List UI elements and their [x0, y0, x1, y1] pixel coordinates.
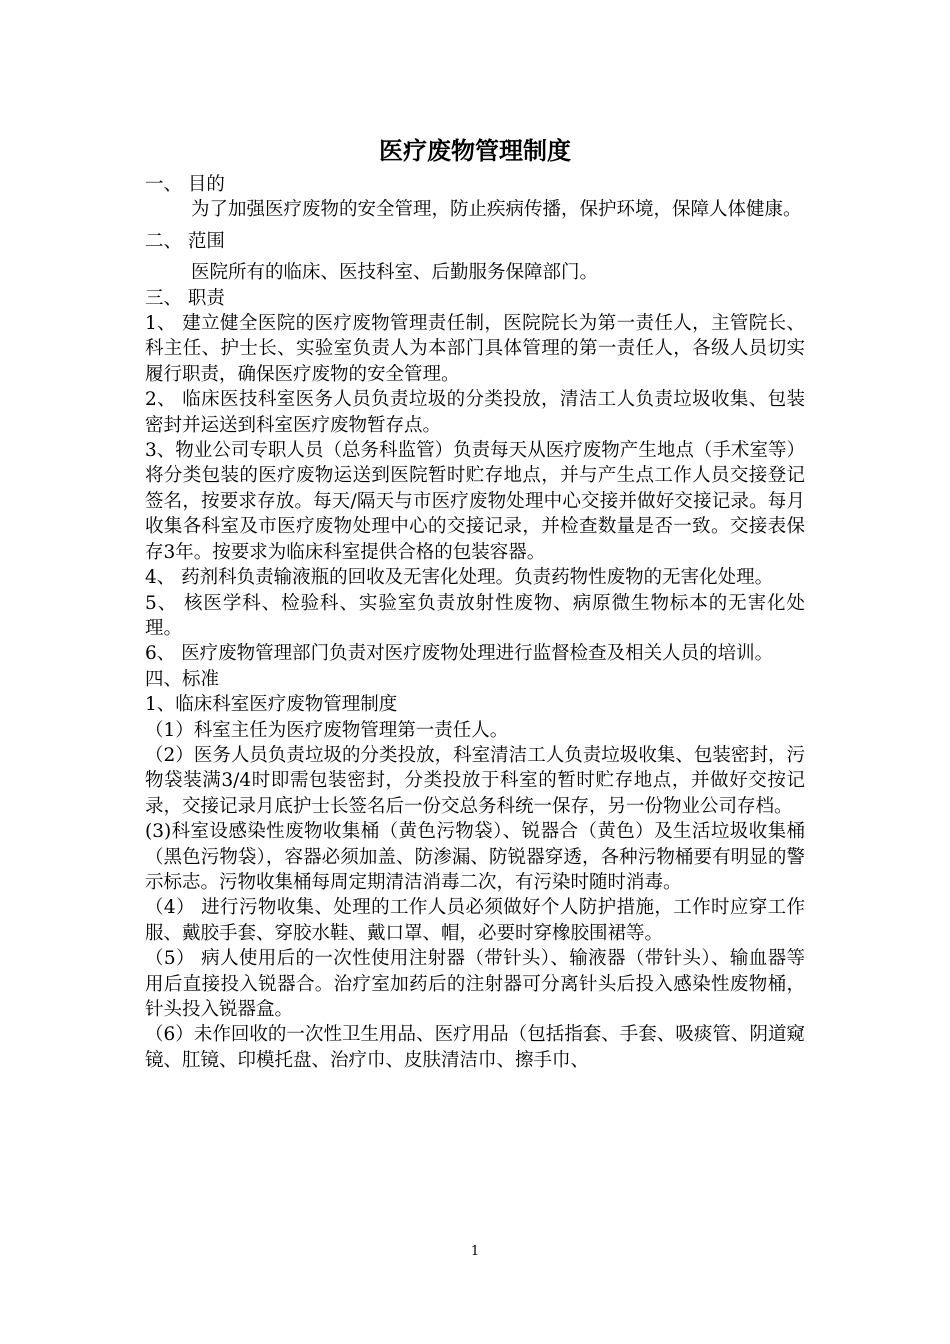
standard-item: （6）未作回收的一次性卫生用品、医疗用品（包括指套、手套、吸痰管、阴道窥镜、肛镜、印模托盘、治疗巾、皮肤清洁巾、擦手巾、	[145, 1024, 805, 1071]
standard-item: (3)科室设感染性废物收集桶（黄色污物袋）、锐器合（黄色）及生活垃圾收集桶（黑色污物袋），容器必须加盖、防渗漏、防锐器穿透，各种污物桶要有明显的警示标志。污物收集桶每周定期清洁消毒二次，有污染时随时消毒。	[145, 821, 805, 893]
document-body	[145, 172, 805, 1073]
duty-item: 1、 建立健全医院的医疗废物管理责任制，医院院长为第一责任人，主管院长、科主任、护士长、实验室负责人为本部门具体管理的第一责任人，各级人员切实履行职责，确保医疗废物的安全管理。	[145, 313, 805, 385]
section-heading-standards: 四、标准	[145, 668, 220, 690]
document-title: 医疗废物管理制度	[379, 137, 571, 165]
standards-subheading: 1、临床科室医疗废物管理制度	[145, 694, 398, 716]
duty-item: 6、 医疗废物管理部门负责对医疗废物处理进行监督检查及相关人员的培训。	[145, 643, 774, 665]
standard-item: （5） 病人使用后的一次性使用注射器（带针头）、输液器（带针头）、输血器等用后直接投入锐器合。治疗室加药后的注射器可分离针头后投入感染性废物桶，针头投入锐器盒。	[145, 948, 805, 1020]
section-heading-purpose: 一、 目的	[145, 174, 225, 195]
duty-item: 5、 核医学科、检验科、实验室负责放射性废物、病原微生物标本的无害化处理。	[145, 592, 805, 639]
standard-item: （2）医务人员负责垃圾的分类投放，科室清洁工人负责垃圾收集、包装密封，污物袋装满3/4时即需包装密封，分类投放于科室的暂时贮存地点，并做好交按记录，交接记录月底护士长签名后一份交总务科统一保存，另一份物业公司存档。	[145, 744, 805, 817]
purpose-text: 为了加强医疗废物的安全管理，防止疾病传播，保护环境，保障人体健康。	[191, 199, 802, 221]
section-heading-scope: 二、 范围	[145, 230, 225, 252]
duty-item: 3、物业公司专职人员（总务科监管）负责每天从医疗废物产生地点（手术室等）将分类包装的医疗废物运送到医院暂时贮存地点，并与产生点工作人员交接登记签名，按要求存放。每天/隔天与市医疗废物处理中心交接并做好交接记录。每月收集各科室及市医疗废物处理中心的交接记录，并检查数量是否一致。交接表保存3年。按要求为临床科室提供合格的包装容器。	[145, 440, 805, 563]
scope-text: 医院所有的临床、医技科室、后勤服务保障部门。	[191, 262, 599, 284]
standard-item: （1）科室主任为医疗废物管理第一责任人。	[145, 719, 509, 741]
duty-item: 2、 临床医技科室医务人员负责垃圾的分类投放，清洁工人负责垃圾收集、包装密封并运送到科室医疗废物暂存点。	[145, 389, 805, 436]
duty-item: 4、 药剂科负责输液瓶的回收及无害化处理。负责药物性废物的无害化处理。	[145, 567, 774, 589]
standard-item: （4） 进行污物收集、处理的工作人员必须做好个人防护措施，工作时应穿工作服、戴胶手套、穿胶水鞋、戴口罩、帽，必要时穿橡胶围裙等。	[145, 897, 805, 944]
section-heading-duties: 三、 职责	[145, 287, 225, 309]
page-number: 1	[470, 1244, 480, 1259]
